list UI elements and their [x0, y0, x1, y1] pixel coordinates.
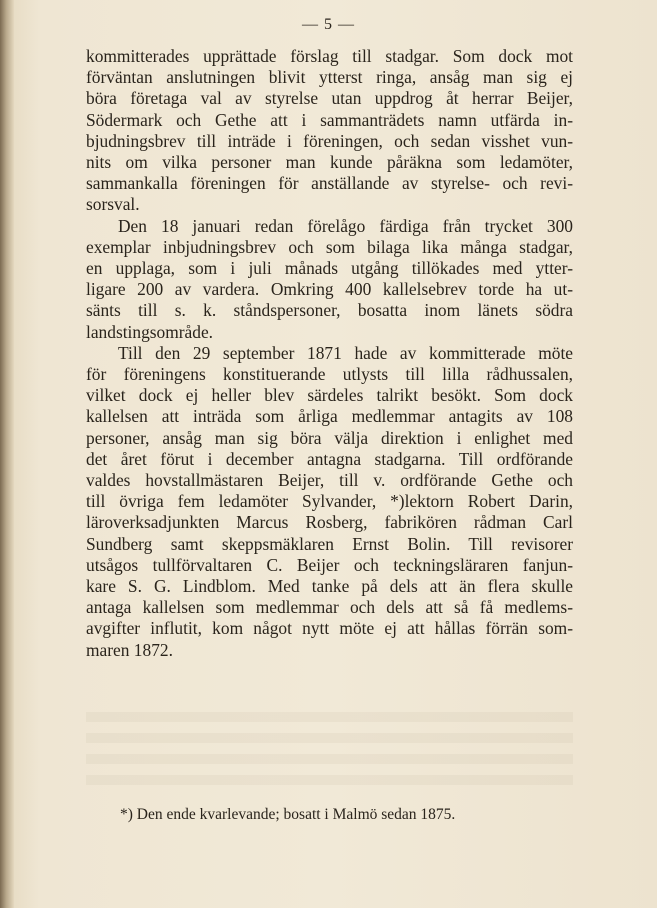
body-text	[86, 46, 573, 661]
text-line: sammankalla föreningen för anställande av styrelse- och revi-	[86, 173, 573, 194]
text-line: landstingsområde.	[86, 321, 214, 342]
text-line: kommitterades upprättade förslag till stadgar. Som dock mot	[86, 46, 573, 66]
binding-edge	[0, 0, 14, 908]
text-line: personer, ansåg man sig böra välja direktion i enlighet med	[86, 427, 573, 448]
show-through-text	[86, 712, 573, 792]
text-line: valdes hovstallmästaren Beijer, till v. ordförande Gethe och	[86, 470, 573, 491]
text-line: ligare 200 av vardera. Omkring 400 kallelsebrev torde ha ut-	[86, 279, 573, 300]
text-line: avgifter influtit, kom något nytt möte ej att hållas förrän som-	[86, 618, 573, 639]
text-line: sorsval.	[86, 194, 140, 215]
text-line: till övriga fem ledamöter Sylvander, *)lektorn Robert Darin,	[86, 491, 573, 512]
text-line: Sundberg samt skeppsmäklaren Ernst Bolin. Till revisorer	[86, 533, 573, 554]
footnote: *) Den ende kvarlevande; bosatt i Malmö sedan 1875.	[120, 806, 456, 823]
text-line: förväntan anslutningen blivit ytterst ringa, ansåg man sig ej	[86, 67, 573, 88]
page-number: — 5 —	[302, 16, 355, 33]
text-line: kare S. G. Lindblom. Med tanke på dels att än flera skulle	[86, 576, 573, 597]
text-line: sänts till s. k. ståndspersoner, bosatta inom länets södra	[86, 300, 573, 321]
text-line: bjudningsbrev till inträde i föreningen, och sedan visshet vun-	[86, 130, 573, 151]
text-line: nits om vilka personer man kunde påräkna som ledamöter,	[86, 152, 573, 173]
text-line: maren 1872.	[86, 639, 173, 660]
text-line: Södermark och Gethe att i sammanträdets namn utfärda in-	[86, 109, 573, 130]
text-line: böra företaga val av styrelse utan uppdrog åt herrar Beijer,	[86, 88, 573, 109]
text-line: för föreningens konstituerande utlysts till lilla rådhussalen,	[86, 364, 573, 385]
text-line: Till den 29 september 1871 hade av kommitterade möte	[118, 342, 573, 363]
text-line: Den 18 januari redan förelågo färdiga från trycket 300	[118, 215, 573, 236]
text-line: kallelsen att inträda som årliga medlemmar antagits av 108	[86, 406, 573, 427]
text-line: en upplaga, som i juli månads utgång tillökades med ytter-	[86, 258, 573, 279]
text-line: antaga kallelsen som medlemmar och dels att så få medlems-	[86, 597, 573, 618]
text-line: utsågos tullförvaltaren C. Beijer och teckningsläraren fanjun-	[86, 554, 573, 575]
text-line: vilket dock ej heller blev särdeles talrikt besökt. Som dock	[86, 385, 573, 406]
text-line: det året förut i december antagna stadgarna. Till ordförande	[86, 448, 573, 469]
text-line: exemplar inbjudningsbrev och som bilaga lika många stadgar,	[86, 236, 573, 257]
text-line: läroverksadjunkten Marcus Rosberg, fabrikören rådman Carl	[86, 512, 573, 533]
